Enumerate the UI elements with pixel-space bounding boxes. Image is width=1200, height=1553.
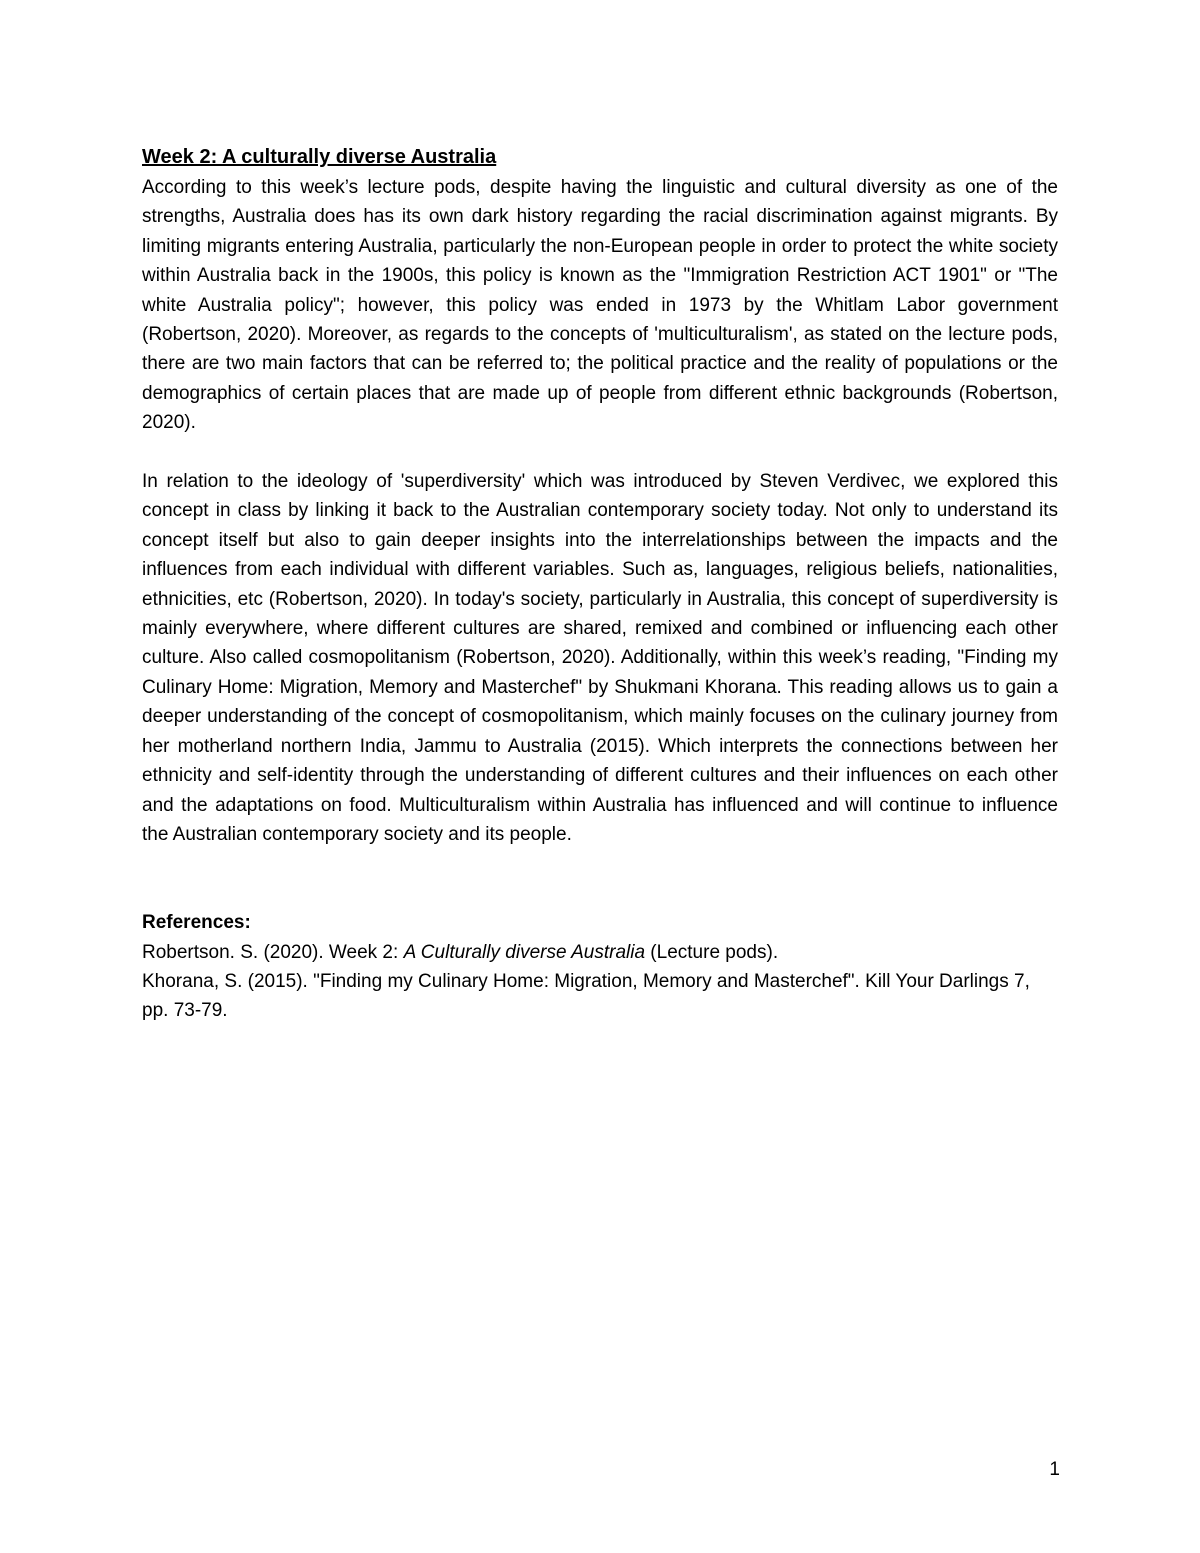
document-body	[142, 141, 1058, 1026]
section-spacer	[142, 849, 1058, 908]
paragraph-2: In relation to the ideology of 'superdiversity' which was introduced by Steven Verdivec, we explored this concept in class by linking it back to the Australian contemporary society today. Not only to understand its concept itself but also to gain deeper insights into the interrelationships between the impacts and the influences from each individual with different variables. Such as, languages, religious beliefs, nationalities, ethnicities, etc (Robertson, 2020). In today's society, particularly in Australia, this concept of superdiversity is mainly everywhere, where different cultures are shared, remixed and combined or influencing each other culture. Also called cosmopolitanism (Robertson, 2020). Additionally, within this week’s reading, "Finding my Culinary Home: Migration, Memory and Masterchef" by Shukmani Khorana. This reading allows us to gain a deeper understanding of the concept of cosmopolitanism, which mainly focuses on the culinary journey from her motherland northern India, Jammu to Australia (2015). Which interprets the connections between her ethnicity and self-identity through the understanding of different cultures and their influences on each other and the adaptations on food. Multiculturalism within Australia has influenced and will continue to influence the Australian contemporary society and its people.	[142, 471, 1058, 845]
paragraph-1: According to this week’s lecture pods, despite having the linguistic and cultural diversity as one of the strengths, Australia does has its own dark history regarding the racial discrimination against migrants. By limiting migrants entering Australia, particularly the non-European people in order to protect the white society within Australia back in the 1900s, this policy is known as the "Immigration Restriction ACT 1901" or "The white Australia policy"; however, this policy was ended in 1973 by the Whitlam Labor government (Robertson, 2020). Moreover, as regards to the concepts of 'multiculturalism', as stated on the lecture pods, there are two main factors that can be referred to; the political practice and the reality of populations or the demographics of certain places that are made up of people from different ethnic backgrounds (Robertson, 2020).	[142, 177, 1058, 434]
reference-robertson-lead: Robertson. S. (2020). Week 2:	[142, 941, 404, 963]
reference-khorana: Khorana, S. (2015). "Finding my Culinary Home: Migration, Memory and Masterchef". Kill Your Darlings 7, pp. 73-79.	[142, 970, 1030, 1022]
paragraph-spacer	[142, 438, 1058, 467]
reference-robertson-title: A Culturally diverse Australia	[403, 941, 646, 963]
reference-robertson-tail: (Lecture pods).	[645, 941, 779, 963]
document-title: Week 2: A culturally diverse Australia	[142, 146, 497, 168]
reference-robertson	[142, 938, 1058, 967]
references-heading: References:	[142, 912, 251, 934]
page-number: 1	[1049, 1459, 1060, 1480]
